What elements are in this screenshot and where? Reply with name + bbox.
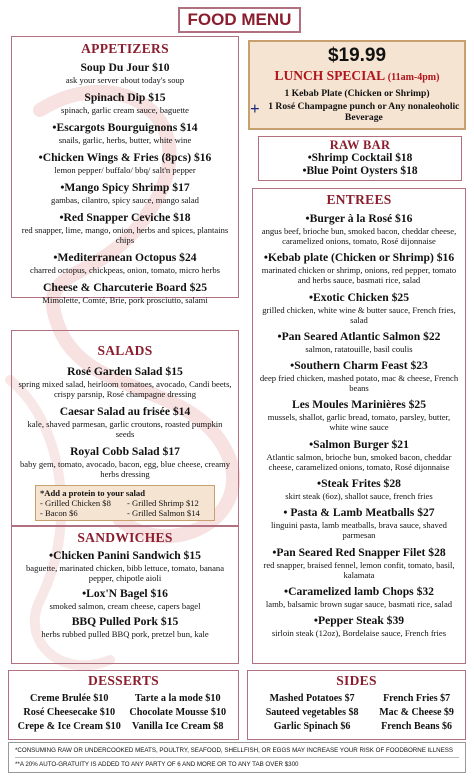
item-name: BBQ Pulled Pork $15 <box>71 615 179 628</box>
dessert-item: Crepe & Ice Cream $10 <box>17 721 121 732</box>
menu-item <box>253 398 465 432</box>
side-item: Garlic Spinach $6 <box>273 721 351 732</box>
item-desc: marinated chicken or shrimp, onions, red pepper, tomato and herbs sauce, basmati rice, salad <box>261 265 457 286</box>
menu-item <box>12 61 238 85</box>
lunch-special-title <box>250 68 464 86</box>
item-name: •Chicken Wings & Fries (8pcs) $16 <box>38 151 212 164</box>
menu-item <box>12 211 238 245</box>
dessert-item: Vanilla Ice Cream $8 <box>132 721 224 732</box>
item-desc: mussels, shallot, garlic bread, tomato, parsley, butter, white wine sauce <box>267 412 451 433</box>
salads-section <box>11 330 239 526</box>
item-name: •Burger à la Rosé $16 <box>305 212 413 225</box>
lunch-special-line2: 1 Rosé Champagne punch or Any nonaleoholic Beverage <box>268 101 460 123</box>
menu-item <box>253 585 465 609</box>
sides-list <box>248 692 465 733</box>
add-protein-box <box>35 485 215 521</box>
side-item: Mashed Potatoes $7 <box>269 693 355 704</box>
item-name: Soup Du Jour $10 <box>80 61 170 74</box>
item-desc: lamb, balsamic brown sugar sauce, basmati rice, salad <box>265 598 453 609</box>
protein-option: - Bacon $6 <box>40 508 78 518</box>
desserts-list <box>9 692 238 733</box>
lunch-special-name: LUNCH SPECIAL <box>274 68 385 83</box>
item-name: •Red Snapper Ceviche $18 <box>59 211 191 224</box>
item-name: Les Moules Marinières $25 <box>291 398 427 412</box>
item-name: •Steak Frites $28 <box>317 477 401 491</box>
lunch-special-box <box>248 40 466 130</box>
item-desc: red snapper, lime, mango, onion, herbs and spices, plantains chips <box>21 225 229 245</box>
protein-option: - Grilled Chicken $8 <box>40 498 111 508</box>
item-desc: salmon, ratatouille, basil coulis <box>305 343 413 354</box>
item-name: •Lox'N Bagel $16 <box>82 587 168 600</box>
menu-item <box>12 615 238 639</box>
menu-title-box <box>178 7 301 33</box>
plus-icon: + <box>250 99 260 118</box>
protein-options <box>40 498 210 518</box>
menu-item <box>12 281 238 305</box>
item-desc: charred octopus, chickpeas, onion, tomato, micro herbs <box>30 265 220 275</box>
item-desc: ask your server about today's soup <box>65 75 185 85</box>
dessert-item: Rosé Cheesecake $10 <box>23 707 116 718</box>
item-name: •Mediterranean Octopus $24 <box>53 251 197 264</box>
item-desc: herbs rubbed pulled BBQ pork, pretzel bun, kale <box>41 629 209 639</box>
item-desc: smoked salmon, cream cheese, capers bagel <box>49 601 201 611</box>
menu-item <box>12 251 238 275</box>
desserts-section <box>8 670 239 740</box>
menu-item <box>253 291 465 325</box>
item-desc: linguini pasta, lamb meatballs, brava sauce, shaved parmesan <box>271 520 447 541</box>
footer-warning: *CONSUMING RAW OR UNDERCOOKED MEATS, POULTRY, SEAFOOD, SHELLFISH, OR EGGS MAY INCREASE YOUR RISK OF FOODBORNE ILLNESS <box>15 747 454 754</box>
item-name: •Pan Seared Atlantic Salmon $22 <box>277 329 441 343</box>
sides-section <box>247 670 466 740</box>
appetizers-section <box>11 36 239 305</box>
protein-option: - Grilled Shrimp $12 <box>127 498 199 508</box>
menu-item <box>12 121 238 145</box>
item-desc: baby gem, tomato, avocado, bacon, egg, blue cheese, creamy herbs dressing <box>20 459 230 479</box>
item-name: •Exotic Chicken $25 <box>308 290 410 304</box>
item-name: •Mango Spicy Shrimp $17 <box>60 181 190 194</box>
item-desc: grilled chicken, white wine & butter sauce, French fries, salad <box>262 304 456 325</box>
menu-item <box>12 445 238 479</box>
item-name: •Pepper Steak $39 <box>313 614 405 628</box>
item-name: •Caramelized lamb Chops $32 <box>284 584 434 598</box>
lunch-special-price: $19.99 <box>327 45 387 66</box>
item-desc: baguette, marinated chicken, bibb lettuce, tomato, banana pepper, chipotle aioli <box>25 563 225 583</box>
side-item: Sauteed vegetables $8 <box>265 707 359 718</box>
item-desc: skirt steak (6oz), shallot sauce, french fries <box>285 491 433 502</box>
footer-notice <box>8 742 466 773</box>
item-desc: angus beef, brioche bun, smoked bacon, cheddar cheese, caramelized onions, tomato, Rosé dijonnaise <box>261 226 457 246</box>
item-name: •Chicken Panini Sandwich $15 <box>49 549 201 562</box>
item-name: • Pasta & Lamb Meatballs $27 <box>283 506 435 520</box>
lunch-special-hours: (11am-4pm) <box>387 72 440 83</box>
item-desc: spring mixed salad, heirloom tomatoes, avocado, Candi beets, crispy parsnip, Rosé champagne dressing <box>18 379 232 399</box>
entrees-section <box>252 188 466 664</box>
item-name: Rosé Garden Salad $15 <box>67 365 183 378</box>
footer-gratuity: **A 20% AUTO-GRATUITY IS ADDED TO ANY PARTY OF 6 AND MORE OR TO ANY TAB OVER $300 <box>15 757 459 771</box>
dessert-item: Tarte a la mode $10 <box>134 693 221 704</box>
item-name: •Pan Seared Red Snapper Filet $28 <box>272 545 446 559</box>
menu-item <box>253 546 465 580</box>
page-title: FOOD MENU <box>187 10 292 29</box>
sides-heading: SIDES <box>336 673 377 688</box>
raw-bar-section <box>258 136 462 181</box>
menu-item <box>253 212 465 246</box>
dessert-item: Creme Brulée $10 <box>30 693 109 704</box>
dessert-item: Chocolate Mousse $10 <box>129 707 227 718</box>
menu-item <box>253 506 465 540</box>
item-name: •Southern Charm Feast $23 <box>290 359 428 373</box>
raw-bar-heading: RAW BAR <box>329 138 391 152</box>
menu-item <box>12 181 238 205</box>
item-desc: Mimolette, Comté, Brie, pork prosciutto, salami <box>42 295 208 305</box>
side-item: French Fries $7 <box>383 693 451 704</box>
raw-bar-item: •Shrimp Cocktail $18 <box>307 152 413 164</box>
item-desc: Atlantic salmon, brioche bun, smoked bacon, cheddar cheese, caramelized onions, tomato, Rosé dijonnaise <box>266 451 452 472</box>
menu-item <box>253 477 465 501</box>
item-name: •Escargots Bourguignons $14 <box>52 121 198 134</box>
item-name: •Kebab plate (Chicken or Shrimp) $16 <box>263 251 455 265</box>
raw-bar-item: •Blue Point Oysters $18 <box>302 165 418 177</box>
item-name: Royal Cobb Salad $17 <box>70 445 180 458</box>
add-protein-heading: *Add a protein to your salad <box>40 488 145 498</box>
menu-item <box>12 549 238 583</box>
item-desc: spinach, garlic cream sauce, baguette <box>61 105 189 115</box>
item-desc: sirloin steak (12oz), Bordelaise sauce, French fries <box>271 628 447 639</box>
menu-item <box>253 614 465 638</box>
menu-item <box>12 365 238 399</box>
lunch-special-line2-row <box>250 101 464 123</box>
appetizers-heading: APPETIZERS <box>81 41 169 56</box>
side-item: Mac & Cheese $9 <box>379 707 454 718</box>
item-name: Caesar Salad au frisée $14 <box>59 405 191 418</box>
item-desc: deep fried chicken, mashed potato, mac & cheese, French beans <box>259 373 459 394</box>
desserts-heading: DESSERTS <box>88 673 159 688</box>
menu-item <box>253 251 465 285</box>
item-desc: lemon pepper/ buffalo/ bbq/ salt'n pepper <box>54 165 196 175</box>
menu-item <box>253 438 465 472</box>
salads-heading: SALADS <box>97 343 153 358</box>
menu-item <box>12 151 238 175</box>
menu-item <box>12 91 238 115</box>
item-desc: gambas, cilantro, spicy sauce, mango salad <box>51 195 199 205</box>
item-name: Cheese & Charcuterie Board $25 <box>43 281 207 294</box>
sandwiches-section <box>11 526 239 664</box>
menu-item <box>253 359 465 393</box>
item-name: •Salmon Burger $21 <box>309 437 409 451</box>
lunch-special-line1: 1 Kebab Plate (Chicken or Shrimp) <box>284 88 430 99</box>
item-desc: kale, shaved parmesan, garlic croutons, roasted pumpkin seeds <box>27 419 223 439</box>
menu-item <box>12 587 238 611</box>
sandwiches-heading: SANDWICHES <box>77 530 173 545</box>
item-name: Spinach Dip $15 <box>84 91 166 104</box>
menu-item <box>12 405 238 439</box>
entrees-heading: ENTREES <box>326 192 392 207</box>
item-desc: red snapper, braised fennel, lemon confit, tomato, basil, kalamata <box>263 559 455 580</box>
protein-option: - Grilled Salmon $14 <box>127 508 200 518</box>
side-item: French Beans $6 <box>381 721 453 732</box>
menu-item <box>253 330 465 354</box>
item-desc: snails, garlic, herbs, butter, white wine <box>58 135 192 145</box>
